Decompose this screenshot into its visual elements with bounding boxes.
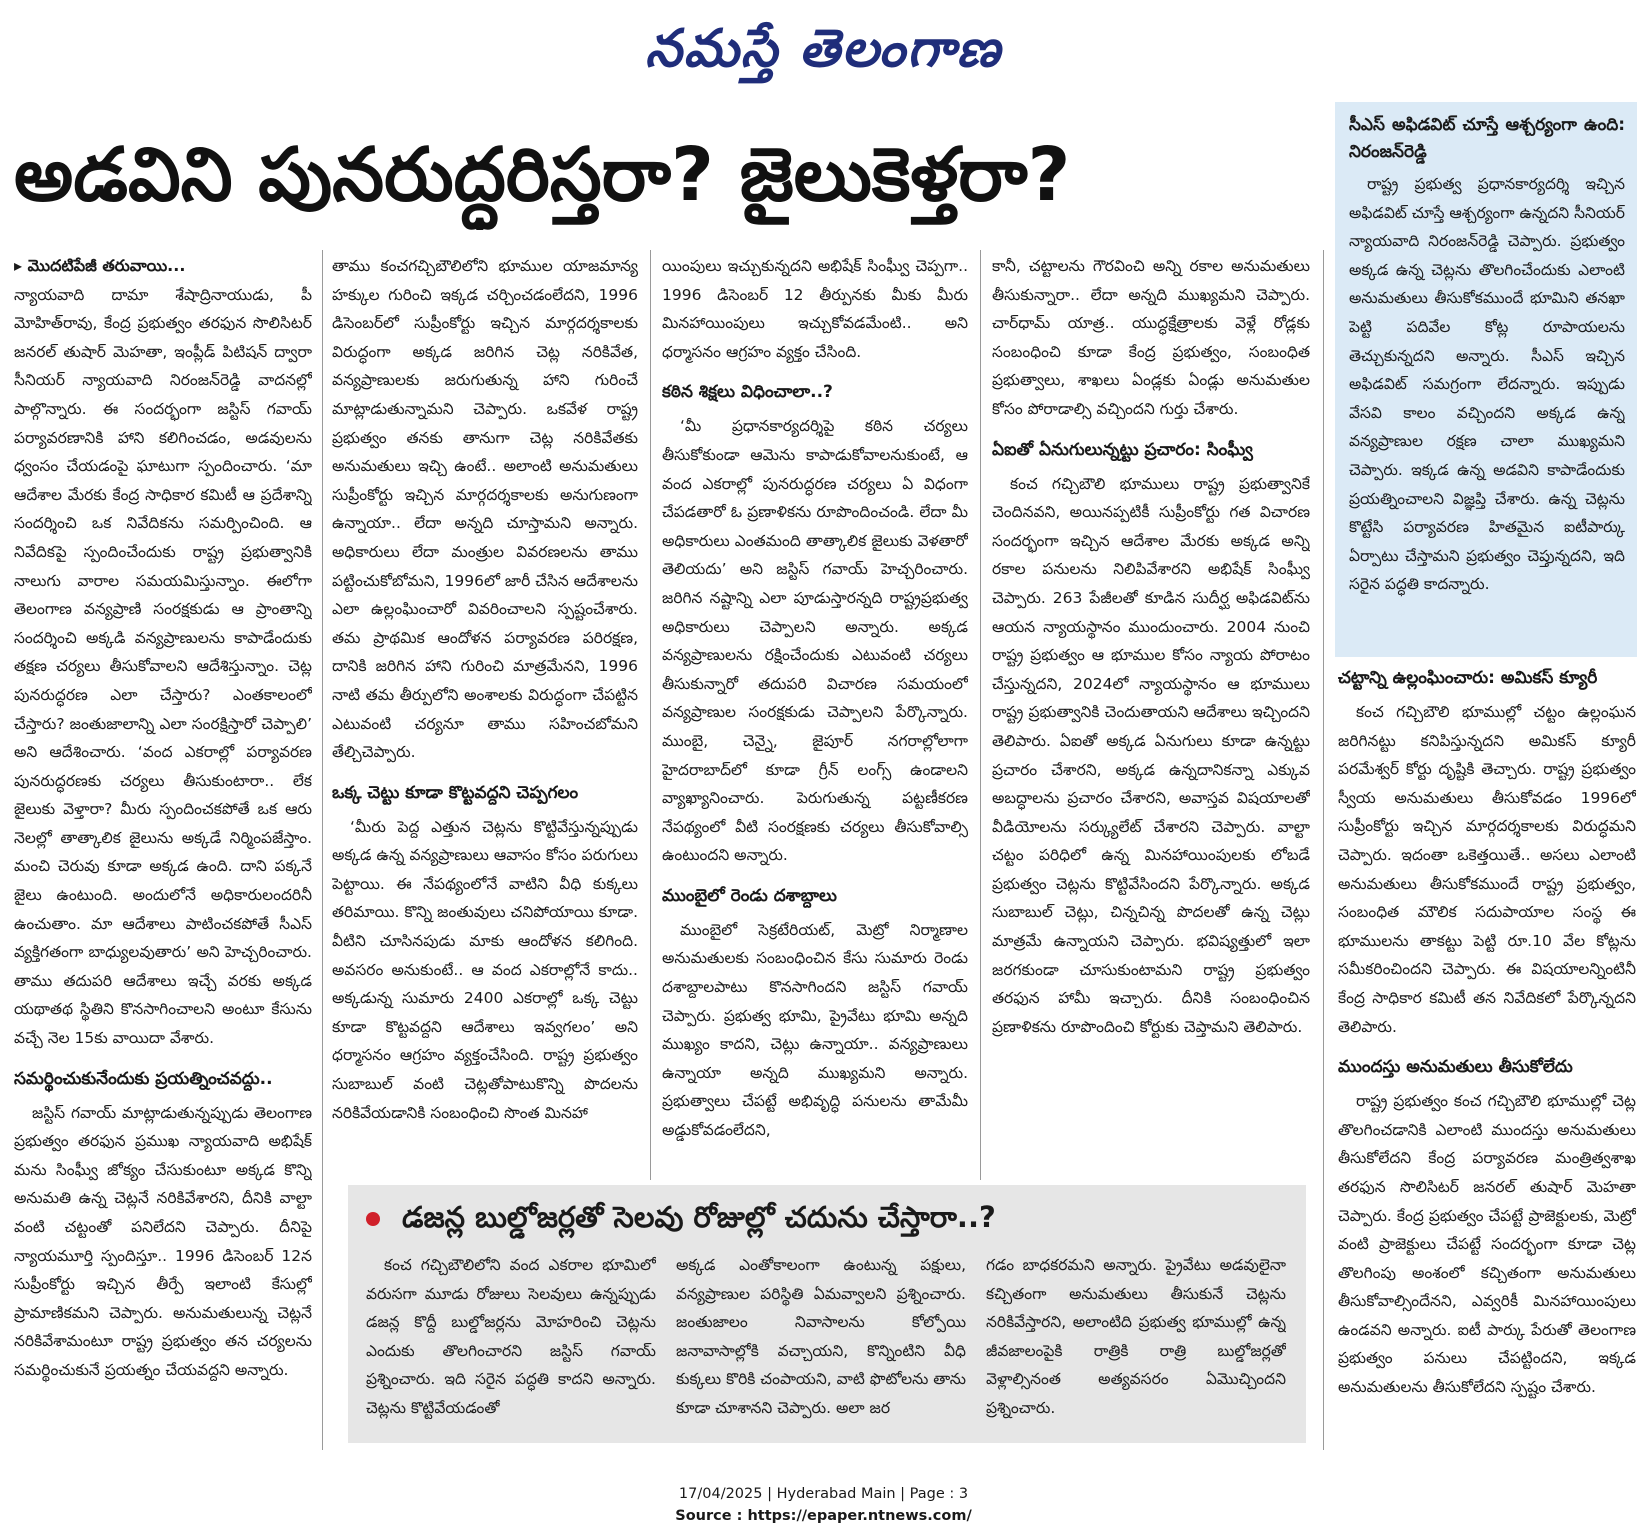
paragraph: జస్టిస్ గవాయ్ మాట్లాడుతున్నప్పుడు తెలంగాణ ప్రభుత్వం తరఫున ప్రముఖ న్యాయవాది అభిషేక్ మను సింఘ్వీ జోక్యం చేసుకుంటూ అక్కడ కొన్ని అనుమతి ఉన్న చెట్లనే నరికివేశారని, దీనికి వాల్టా వంటి చట్టంతో పనిలేదని చెప్పారు. దీనిపై న్యాయమూర్తి స్పందిస్తూ.. 1996 డిసెంబర్ 12న సుప్రీంకోర్టు ఇచ్చిన తీర్పే ఇలాంటి కేసుల్లో ప్రామాణికమని చెప్పారు. అనుమతులున్న చెట్లనే నరికివేశామంటూ రాష్ట్ర ప్రభుత్వం తన చర్యలను సమర్థించుకునే ప్రయత్నం చేయవద్దని అన్నారు. — [14, 1103, 312, 1379]
footer-date-edition: 17/04/2025 | Hyderabad Main | Page : 3 — [678, 1486, 969, 1502]
article-column-1 — [14, 252, 312, 1444]
paragraph: ‘మీరు పెద్ద ఎత్తున చెట్లను కొట్టివేస్తున్నప్పుడు అక్కడ ఉన్న వన్యప్రాణులు ఆవాసం కోసం పరుగులు పెట్టాయి. ఈ నేపథ్యంలోనే వాటిని వీధి కుక్కలు తరిమాయి. కొన్ని జంతువులు చనిపోయాయి కూడా. వీటిని చూసినపుడు మాకు ఆందోళన కలిగింది. అవసరం అనుకుంటే.. ఆ వంద ఎకరాల్లోనే కాదు.. అక్కడున్న సుమారు 2400 ఎకరాల్లో ఒక్క చెట్టు కూడా కొట్టవద్దని ఆదేశాలు ఇవ్వగలం’ అని ధర్మాసనం ఆగ్రహం వ్యక్తంచేసింది. రాష్ట్ర ప్రభుత్వం సుబాబుల్ వంటి చెట్లతోపాటుకొన్ని పొదలను నరికివేయడానికి సంబంధించి సొంత మినహా — [332, 817, 638, 1122]
panel-title — [366, 1195, 996, 1239]
paragraph: రాష్ట్ర ప్రభుత్వం కంచ గచ్చిబౌలి భూముల్లో చెట్ల తొలగించడానికి ఎలాంటి ముందస్తు అనుమతులు తీసుకోలేదని కేంద్ర పర్యావరణ మంత్రిత్వశాఖ తరఫున సొలిసిటర్ జనరల్ తుషార్ మెహతా చెప్పారు. కేంద్ర ప్రభుత్వం చేపట్టే ప్రాజెక్టులకు, మెట్రో వంటి ప్రాజెక్టులు చేపట్టే సందర్భంగా కూడా చెట్ల తొలగింపు అంశంలో కచ్చితంగా అనుమతులు తీసుకోవాల్సిందేనని, ఎవ్వరికీ మినహాయింపులు ఉండవని అన్నారు. ఐటీ పార్కు పేరుతో తెలంగాణ ప్రభుత్వం పనులు చేపట్టిందని, ఇక్కడ అనుమతులను తీసుకోలేదని స్పష్టం చేశారు. — [1338, 1092, 1636, 1397]
sidebar-title: సీఎస్ అఫిడవిట్ చూస్తే ఆశ్చర్యంగా ఉంది: నిరంజన్‌రెడ్డి — [1349, 115, 1625, 162]
article-column-3 — [662, 252, 968, 1177]
column-divider — [650, 250, 651, 1180]
paragraph: కానీ, చట్టాలను గౌరవించి అన్ని రకాల అనుమతులు తీసుకున్నారా.. లేదా అన్నది ముఖ్యమని చెప్పారు. చార్‌ధామ్ యాత్ర.. యుద్ధక్షేత్రాలకు వెళ్లే రోడ్లకు సంబంధించి కూడా కేంద్ర ప్రభుత్వం, సంబంధిత ప్రభుత్వాలు, శాఖలు ఏండ్లకు ఏండ్లు అనుమతుల కోసం పోరాడాల్సి వచ్చిందని గుర్తు చేశారు. — [992, 257, 1310, 418]
column-divider — [980, 250, 981, 1180]
paragraph: కంచ గచ్చిబౌలిలోని వంద ఎకరాల భూమిలో వరుసగా మూడు రోజులు సెలవులు ఉన్నప్పుడు డజన్ల కొద్దీ బుల్డోజర్లను మోహరించి చెట్లను ఎందుకు తొలగించారని జస్టిస్ గవాయ్ ప్రశ్నించారు. ఇది సరైన పద్ధతి కాదని అన్నారు. చెట్లను కొట్టివేయడంతో — [366, 1256, 656, 1417]
paragraph: ముంబైలో సెక్రటేరియట్, మెట్రో నిర్మాణాల అనుమతులకు సంబంధించిన కేసు సుమారు రెండు దశాబ్దాలపాటు కొనసాగిందని జస్టిస్ గవాయ్ చెప్పారు. ప్రభుత్వ భూమి, ప్రైవేటు భూమి అన్నది ముఖ్యం కాదని, చెట్లు ఉన్నాయా.. వన్యప్రాణులు ఉన్నాయా అన్నది ముఖ్యమని అన్నారు. ప్రభుత్వాలు చేపట్టే అభివృద్ధి పనులను తామేమీ అడ్డుకోవడంలేదని, — [662, 920, 968, 1140]
footer-source: Source : https://epaper.ntnews.com/ — [675, 1508, 972, 1524]
subheading: ఏఐతో ఏనుగులున్నట్టు ప్రచారం: సింఘ్వీ — [992, 439, 1253, 460]
paragraph: అక్కడ ఎంతోకాలంగా ఉంటున్న పక్షులు, వన్యప్రాణుల పరిస్థితి ఏమవ్వాలని ప్రశ్నించారు. జంతుజాలం నివాసాలను కోల్పోయి జనావాసాల్లోకి వచ్చాయని, కొన్నింటిని వీధి కుక్కలు కొరికి చంపాయని, వాటి ఫొటోలను తాను కూడా చూశానని చెప్పారు. అలా జర — [676, 1256, 966, 1417]
subheading: ఒక్క చెట్టు కూడా కొట్టవద్దని చెప్పగలం — [332, 782, 579, 803]
column-divider — [322, 250, 323, 1450]
column-divider — [1323, 250, 1324, 1450]
panel-column-2 — [676, 1251, 966, 1437]
panel-title-text: డజన్ల బుల్డోజర్లతో సెలవు రోజుల్లో చదును చేస్తారా..? — [402, 1200, 996, 1234]
paragraph: గడం బాధకరమని అన్నారు. ప్రైవేటు అడవులైనా కచ్చితంగా అనుమతులు తీసుకునే చెట్లను నరికివేస్తారని, అలాంటిది ప్రభుత్వ భూముల్లో ఉన్న జీవజాలంపైకి రాత్రికి రాత్రి బుల్డోజర్లతో వెళ్లాల్సినంత అత్యవసరం ఏమొచ్చిందని ప్రశ్నించారు. — [986, 1256, 1286, 1417]
panel-column-3 — [986, 1251, 1286, 1437]
red-bullet-icon — [366, 1212, 380, 1226]
subheading: సమర్థించుకునేందుకు ప్రయత్నించవద్దు.. — [14, 1068, 273, 1089]
masthead-logo: నమస్తే తెలంగాణ — [645, 18, 1002, 79]
continued-from-front-page: ▸ మొదటిపేజీ తరువాయి... — [14, 256, 186, 275]
paragraph: రాష్ట్ర ప్రభుత్వ ప్రధానకార్యదర్శి ఇచ్చిన అఫిడవిట్ చూస్తే ఆశ్చర్యంగా ఉన్నదని సీనియర్ న్యాయవాది నిరంజన్‌రెడ్డి చెప్పారు. ప్రభుత్వం అక్కడ ఉన్న చెట్లను తొలగించేందుకు ఎలాంటి అనుమతులు తీసుకోకముందే భూమిని తనఖా పెట్టి పదివేల కోట్ల రూపాయలను తెచ్చుకున్నదని అన్నారు. సీఎస్ ఇచ్చిన అఫిడవిట్ సమగ్రంగా లేదన్నారు. ఇప్పుడు వేసవి కాలం వచ్చిందని అక్కడ ఉన్న వన్యప్రాణుల రక్షణ చాలా ముఖ్యమని చెప్పారు. ఇక్కడ ఉన్న అడవిని కాపాడేందుకు ప్రయత్నించాలని విజ్ఞప్తి చేశారు. ఉన్న చెట్లను కొట్టేసి పర్యావరణ హితమైన ఐటీపార్కు ఏర్పాటు చేస్తామని ప్రభుత్వం చెప్తున్నదని, ఇది సరైన పద్ధతి కాదన్నారు. — [1349, 175, 1625, 594]
article-column-2 — [332, 252, 638, 1177]
paragraph: యింపులు ఇచ్చుకున్నదని అభిషేక్ సింఘ్వీ చెప్పగా.. 1996 డిసెంబర్ 12 తీర్పునకు మీకు మీరు మినహాయింపులు ఇచ్చుకోవడమేంటి.. అని ధర్మాసనం ఆగ్రహం వ్యక్తం చేసింది. — [662, 257, 968, 361]
paragraph: ‘మీ ప్రధానకార్యదర్శిపై కఠిన చర్యలు తీసుకోకుండా ఆమెను కాపాడుకోవాలనుకుంటే, ఆ వంద ఎకరాల్లో పునరుద్ధరణ చర్యలు ఏ విధంగా చేపడతారో ఓ ప్రణాళికను రూపొందించండి. లేదా మీ అధికారులు ఎంతమంది తాత్కాలిక జైలుకు వెళతారో తెలియదు’ అని జస్టిస్ గవాయ్ హెచ్చరించారు. జరిగిన నష్టాన్ని ఎలా పూడుస్తారన్నది రాష్ట్రప్రభుత్వ అధికారులు చెప్పాలని అన్నారు. అక్కడ వన్యప్రాణులను రక్షించేందుకు ఎటువంటి చర్యలు తీసుకున్నారో తదుపరి విచారణ సమయంలో వన్యప్రాణుల సంరక్షకుడు చెప్పాలని పేర్కొన్నారు. ముంబై, చెన్నై, జైపూర్ నగరాల్లోలాగా హైదరాబాద్‌లో కూడా గ్రీన్ లంగ్స్ ఉండాలని వ్యాఖ్యానించారు. పెరుగుతున్న పట్టణీకరణ నేపథ్యంలో వీటి సంరక్షణకు చర్యలు తీసుకోవాల్సి ఉంటుందని అన్నారు. — [662, 417, 968, 865]
paragraph: కంచ గచ్చిబౌలి భూములు రాష్ట్ర ప్రభుత్వానికే చెందినవని, అయినప్పటికీ సుప్రీంకోర్టు గత విచారణ సందర్భంగా ఇచ్చిన ఆదేశాల మేరకు అక్కడ అన్ని రకాల పనులను నిలిపివేశారని అభిషేక్ సింఘ్వీ చెప్పారు. 263 పేజీలతో కూడిన సుదీర్ఘ అఫిడవిట్‌ను ఆయన న్యాయస్థానం ముందుంచారు. 2004 నుంచి రాష్ట్ర ప్రభుత్వం ఆ భూముల కోసం న్యాయ పోరాటం చేస్తున్నదని, 2024లో న్యాయస్థానం ఆ భూములు రాష్ట్ర ప్రభుత్వానికి చెందుతాయని ఆదేశాలు ఇచ్చిందని తెలిపారు. ఏఐతో అక్కడ ఏనుగులు కూడా ఉన్నట్టు ప్రచారం చేశారని, అక్కడ ఉన్నదానికన్నా ఎక్కువ అబద్ధాలను ప్రచారం చేశారని, అవాస్తవ విషయాలతో వీడియోలను సర్క్యులేట్ చేశారని చెప్పారు. వాల్టా చట్టం పరిధిలో ఉన్న మినహాయింపులకు లోబడే ప్రభుత్వం చెట్లను కొట్టివేసిందని పేర్కొన్నారు. అక్కడ సుబాబుల్ చెట్లు, చిన్నచిన్న పొదలతో ఉన్న చెట్లు మాత్రమే ఉన్నాయని చెప్పారు. భవిష్యత్తులో ఇలా జరగకుండా చూసుకుంటామని రాష్ట్ర ప్రభుత్వం తరఫున హామీ ఇచ్చారు. దీనికి సంబంధించిన ప్రణాళికను రూపొందించి కోర్టుకు చెప్తామని తెలిపారు. — [992, 474, 1310, 1036]
paragraph: కంచ గచ్చిబౌలి భూముల్లో చట్టం ఉల్లంఘన జరిగినట్టు కనిపిస్తున్నదని అమికస్ క్యూరీ పరమేశ్వర్ కోర్టు దృష్టికి తెచ్చారు. రాష్ట్ర ప్రభుత్వం స్వీయ అనుమతులు తీసుకోవడం 1996లో సుప్రీంకోర్టు ఇచ్చిన మార్గదర్శకాలకు విరుద్ధమని చెప్పారు. ఇదంతా ఒకెత్తయితే.. అసలు ఎలాంటి అనుమతులు తీసుకోకముందే రాష్ట్ర ప్రభుత్వం, సంబంధిత మౌలిక సదుపాయాల సంస్థ ఈ భూములను తాకట్టు పెట్టి రూ.10 వేల కోట్లను సమీకరించిందని చెప్పారు. ఈ విషయాలన్నింటినీ కేంద్ర సాధికార కమిటీ తన నివేదికలో పేర్కొన్నదని తెలిపారు. — [1338, 703, 1636, 1036]
subheading: ముంబైలో రెండు దశాబ్దాలు — [662, 885, 837, 906]
subheading: చట్టాన్ని ఉల్లంఘించారు: అమికస్ క్యూరీ — [1338, 668, 1598, 688]
subheading: ముందస్తు అనుమతులు తీసుకోలేదు — [1338, 1057, 1573, 1078]
panel-column-1 — [366, 1251, 656, 1437]
sidebar-content — [1349, 112, 1625, 650]
inset-panel — [348, 1185, 1306, 1443]
paragraph: తాము కంచగచ్చిబౌలిలోని భూముల యాజమాన్య హక్కుల గురించి ఇక్కడ చర్చించడంలేదని, 1996 డిసెంబర్‌లో సుప్రీంకోర్టు ఇచ్చిన మార్గదర్శకాలకు విరుద్ధంగా అక్కడ జరిగిన చెట్ల నరికివేత, వన్యప్రాణులకు జరుగుతున్న హాని గురించే మాట్లాడుతున్నామని చెప్పారు. ఒకవేళ రాష్ట్ర ప్రభుత్వం తనకు తానుగా చెట్ల నరికివేతకు అనుమతులు ఇచ్చి ఉంటే.. అలాంటి అనుమతులు సుప్రీంకోర్టు ఇచ్చిన మార్గదర్శకాలకు అనుగుణంగా ఉన్నాయా.. లేదా అన్నది చూస్తామని అన్నారు. అధికారులు లేదా మంత్రుల వివరణలను తాము పట్టించుకోబోమని, 1996లో జారీ చేసిన ఆదేశాలను ఎలా ఉల్లంఘించారో వివరించాలని స్పష్టంచేశారు. తమ ప్రాథమిక ఆందోళన పర్యావరణ పరిరక్షణ, దానికి జరిగిన హాని గురించి మాత్రమేనని, 1996 నాటి తమ తీర్పులోని అంశాలకు విరుద్ధంగా చేపట్టిన ఎటువంటి చర్యనూ తాము సహించబోమని తేల్చిచెప్పారు. — [332, 257, 638, 762]
article-column-5 — [1338, 664, 1636, 1446]
subheading: కఠిన శిక్షలు విధించాలా..? — [662, 382, 833, 403]
paragraph: న్యాయవాది దామా శేషాద్రినాయుడు, పీ మోహిత్‌రావు, కేంద్ర ప్రభుత్వం తరఫున సొలిసిటర్ జనరల్ తుషార్ మెహతా, ఇంప్లీడ్ పిటిషన్ ద్వారా సీనియర్ న్యాయవాది నిరంజన్‌రెడ్డి వాదనల్లో పాల్గొన్నారు. ఈ సందర్భంగా జస్టిస్ గవాయ్ పర్యావరణానికి హాని కలిగించడం, అడవులను ధ్వంసం చేయడంపై ఘాటుగా స్పందించారు. ‘మా ఆదేశాల మేరకు కేంద్ర సాధికార కమిటీ ఆ ప్రదేశాన్ని సందర్శించి ఒక నివేదికను సమర్పించింది. ఆ నివేదికపై స్పందించేందుకు రాష్ట్ర ప్రభుత్వానికి నాలుగు వారాల సమయమిస్తున్నాం. ఈలోగా తెలంగాణ వన్యప్రాణి సంరక్షకుడు ఆ ప్రాంతాన్ని సందర్శించి అక్కడి వన్యప్రాణులను కాపాడేందుకు తక్షణ చర్యలు తీసుకోవాలని ఆదేశిస్తున్నాం. చెట్ల పునరుద్ధరణ ఎలా చేస్తారు? ఎంతకాలంలో చేస్తారు? జంతుజాలాన్ని ఎలా సంరక్షిస్తారో చెప్పాలి’ అని ఆదేశించారు. ‘వంద ఎకరాల్లో పర్యావరణ పునరుద్ధరణకు చర్యలు తీసుకుంటారా.. లేక జైలుకు వెళ్తారా? మీరు స్పందించకపోతే ఒక ఆరు నెలల్లో తాత్కాలిక జైలును అక్కడే నిర్మింపజేస్తాం. మంచి చెరువు కూడా అక్కడ ఉంది. దాని పక్కనే జైలు ఉంటుంది. అందులోనే అధికారులందరినీ ఉంచుతాం. మా ఆదేశాలు పాటించకపోతే సీఎస్ వ్యక్తిగతంగా బాధ్యులవుతారు’ అని హెచ్చరించారు. తాము తదుపరి ఆదేశాలు ఇచ్చే వరకు అక్కడ యథాతథ స్థితిని కొనసాగించాలని అంటూ కేసును వచ్చే నెల 15కు వాయిదా వేశారు. — [14, 285, 312, 1048]
headline: అడవిని పునరుద్ధరిస్తరా? జైలుకెళ్తరా? — [14, 132, 1071, 218]
sidebar-box — [1335, 102, 1637, 657]
continued-label: మొదటిపేజీ తరువాయి... — [27, 256, 186, 275]
article-column-4 — [992, 252, 1310, 1177]
